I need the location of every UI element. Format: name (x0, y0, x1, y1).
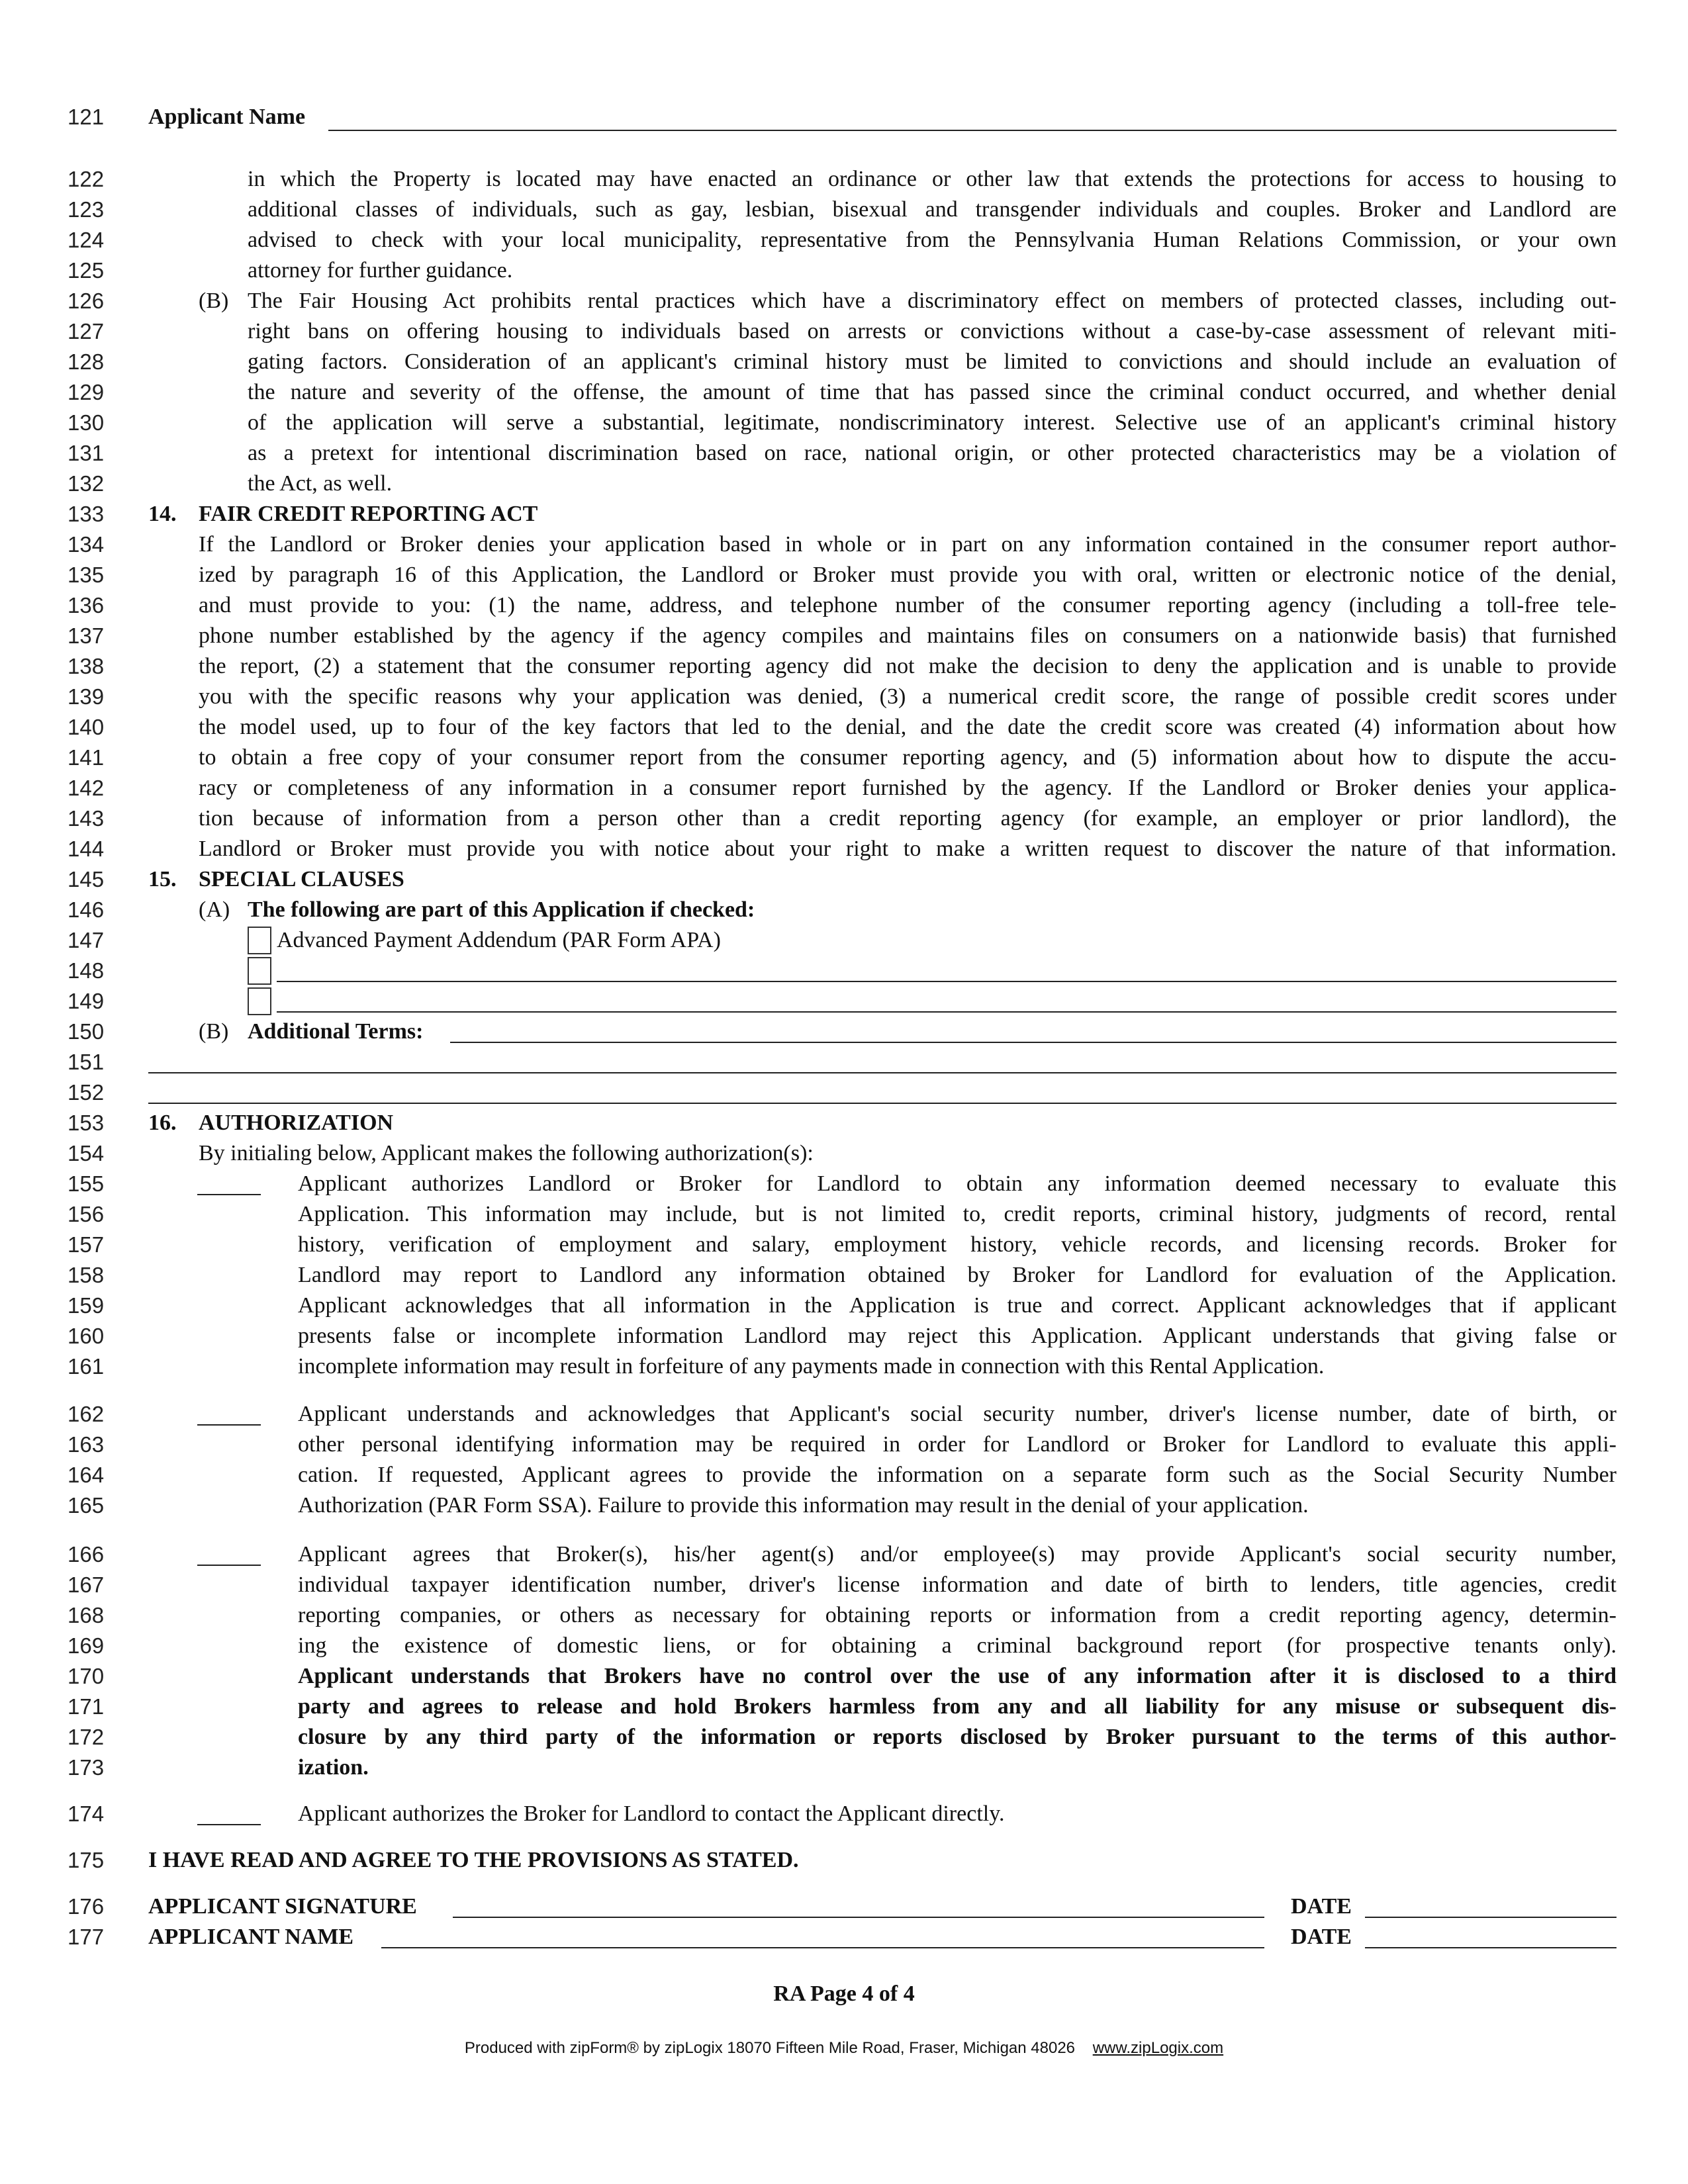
line-number: 168 (68, 1603, 105, 1627)
signature-date-label: DATE (1291, 1894, 1352, 1919)
section14-line: and must provide to you: (1) the name, address, and telephone number of the consumer reporting agency (including a toll-free tele- (199, 593, 1617, 617)
auth-item2-line: cation. If requested, Applicant agrees to provide the information on a separate form such as the Social Security Number (298, 1463, 1617, 1487)
auth-item2-line: other personal identifying information may be required in order for Landlord or Broker for Landlord to evaluate this appli- (298, 1432, 1617, 1457)
checkbox-custom-2-field[interactable] (277, 1011, 1617, 1013)
line-number: 130 (68, 410, 105, 435)
line-number: 127 (68, 319, 105, 343)
checkbox-1-label: Advanced Payment Addendum (PAR Form APA) (277, 928, 721, 952)
auth-item3-line: individual taxpayer identification number, driver's license information and date of birth to lenders, title agencies, credit (298, 1572, 1617, 1597)
section15-b-marker: (B) (199, 1019, 229, 1044)
line-number: 126 (68, 289, 105, 313)
applicant-name-label-2: APPLICANT NAME (148, 1925, 354, 1949)
section16-title: AUTHORIZATION (199, 1111, 394, 1135)
line-number: 145 (68, 867, 105, 891)
line-number: 138 (68, 654, 105, 678)
para13-b-line: as a pretext for intentional discrimination based on race, national origin, or other protected characteristics may be a violation of (248, 441, 1617, 465)
auth-item1-line: Applicant acknowledges that all information in the Application is true and correct. Applicant acknowledges that if applicant (298, 1293, 1617, 1318)
auth-item1-line: history, verification of employment and salary, employment history, vehicle records, and licensing records. Broker for (298, 1232, 1617, 1257)
additional-terms-field[interactable] (450, 1042, 1617, 1043)
applicant-name-field[interactable] (328, 130, 1617, 131)
auth-item4-text: Applicant authorizes the Broker for Landlord to contact the Applicant directly. (298, 1801, 1005, 1826)
initials-field-2[interactable] (197, 1424, 261, 1426)
applicant-name-field-2[interactable] (381, 1947, 1264, 1948)
section14-title: FAIR CREDIT REPORTING ACT (199, 502, 538, 526)
section14-line: the report, (2) a statement that the consumer reporting agency did not make the decision to deny the application and is unable to provide (199, 654, 1617, 678)
section14-line: racy or completeness of any information in a consumer report furnished by the agency. If the Landlord or Broker denies your applica- (199, 776, 1617, 800)
para13-line: additional classes of individuals, such as gay, lesbian, bisexual and transgender individuals and couples. Broker and Landlord are (248, 197, 1617, 222)
line-number: 159 (68, 1293, 105, 1318)
line-number: 177 (68, 1925, 105, 1949)
line-number: 154 (68, 1141, 105, 1165)
auth-item3-bold-line: ization. (298, 1755, 369, 1780)
line-number: 158 (68, 1263, 105, 1287)
auth-item1-line: Landlord may report to Landlord any information obtained by Broker for Landlord for evaluation of the Application. (298, 1263, 1617, 1287)
section14-line: the model used, up to four of the key factors that led to the denial, and the date the credit score was created (4) information about how (199, 715, 1617, 739)
auth-item3-line: reporting companies, or others as necessary for obtaining reports or information from a credit reporting agency, determin- (298, 1603, 1617, 1627)
line-number: 152 (68, 1080, 105, 1105)
para13-b-line: the Act, as well. (248, 471, 393, 496)
line-number: 175 (68, 1848, 105, 1872)
initials-field-3[interactable] (197, 1565, 261, 1566)
line-number: 132 (68, 471, 105, 496)
section16-number: 16. (148, 1111, 177, 1135)
para13-line: attorney for further guidance. (248, 258, 513, 283)
line-number: 137 (68, 623, 105, 648)
line-number: 176 (68, 1894, 105, 1919)
auth-item1-line: presents false or incomplete information Landlord may reject this Application. Applicant understands that giving false or (298, 1324, 1617, 1348)
line-number: 171 (68, 1694, 105, 1719)
section14-line: to obtain a free copy of your consumer report from the consumer reporting agency, and (5) information about how to dispute the accu- (199, 745, 1617, 770)
section14-line: If the Landlord or Broker denies your application based in whole or in part on any information contained in the consumer report author- (199, 532, 1617, 557)
auth-item2-line: Authorization (PAR Form SSA). Failure to provide this information may result in the denial of your application. (298, 1493, 1309, 1518)
line-number: 161 (68, 1354, 105, 1379)
line-number: 146 (68, 897, 105, 922)
additional-terms-field-3[interactable] (148, 1103, 1617, 1104)
line-number: 144 (68, 837, 105, 861)
checkbox-custom-2[interactable] (248, 987, 271, 1015)
line-number: 169 (68, 1633, 105, 1658)
para13-line: advised to check with your local municipality, representative from the Pennsylvania Human Relations Commission, or your own (248, 228, 1617, 252)
line-number: 135 (68, 563, 105, 587)
footer-text: Produced with zipForm® by zipLogix 18070 Fifteen Mile Road, Fraser, Michigan 48026 (464, 2039, 1076, 2057)
para13-b-line: of the application will serve a substantial, legitimate, nondiscriminatory interest. Selective use of an applicant's criminal history (248, 410, 1617, 435)
section15-b-heading: Additional Terms: (248, 1019, 424, 1044)
section15-a-heading: The following are part of this Application if checked: (248, 897, 755, 922)
auth-item3-bold-line: Applicant understands that Brokers have no control over the use of any information after it is disclosed to a third (298, 1664, 1617, 1688)
line-number: 162 (68, 1402, 105, 1426)
para13-b-line: The Fair Housing Act prohibits rental practices which have a discriminatory effect on members of protected classes, including out- (248, 289, 1617, 313)
line-number: 166 (68, 1542, 105, 1567)
line-number: 125 (68, 258, 105, 283)
section16-intro: By initialing below, Applicant makes the following authorization(s): (199, 1141, 814, 1165)
line-number: 150 (68, 1019, 105, 1044)
para13-b-marker: (B) (199, 289, 229, 313)
line-number: 124 (68, 228, 105, 252)
section15-title: SPECIAL CLAUSES (199, 867, 404, 891)
auth-item1-line: Application. This information may include, but is not limited to, credit reports, criminal history, judgments of record, rental (298, 1202, 1617, 1226)
line-number: 164 (68, 1463, 105, 1487)
auth-item1-line: incomplete information may result in forfeiture of any payments made in connection with this Rental Application. (298, 1354, 1325, 1379)
line-number: 148 (68, 958, 105, 983)
para13-b-line: the nature and severity of the offense, the amount of time that has passed since the criminal conduct occurred, and whether denial (248, 380, 1617, 404)
auth-item1-line: Applicant authorizes Landlord or Broker for Landlord to obtain any information deemed necessary to evaluate this (298, 1171, 1617, 1196)
line-number: 142 (68, 776, 105, 800)
line-number: 157 (68, 1232, 105, 1257)
auth-item3-bold-line: closure by any third party of the information or reports disclosed by Broker pursuant to the terms of this author- (298, 1725, 1617, 1749)
line-number: 121 (68, 105, 105, 129)
line-number: 151 (68, 1050, 105, 1074)
checkbox-custom-1[interactable] (248, 957, 271, 985)
signature-date-field[interactable] (1365, 1917, 1617, 1918)
line-number: 131 (68, 441, 105, 465)
line-number: 129 (68, 380, 105, 404)
line-number: 173 (68, 1755, 105, 1780)
initials-field-1[interactable] (197, 1194, 261, 1195)
initials-field-4[interactable] (197, 1824, 261, 1825)
checkbox-advanced-payment-addendum[interactable] (248, 927, 271, 954)
para13-line: in which the Property is located may have enacted an ordinance or other law that extends the protections for access to housing to (248, 167, 1617, 191)
line-number: 140 (68, 715, 105, 739)
applicant-signature-field[interactable] (453, 1917, 1264, 1918)
line-number: 147 (68, 928, 105, 952)
auth-item3-line: Applicant agrees that Broker(s), his/her agent(s) and/or employee(s) may provide Applicant's social security number, (298, 1542, 1617, 1567)
line-number: 134 (68, 532, 105, 557)
section14-line: ized by paragraph 16 of this Application, the Landlord or Broker must provide you with oral, written or electronic notice of the denial, (199, 563, 1617, 587)
section14-line: phone number established by the agency if the agency compiles and maintains files on consumers on a nationwide basis) that furnished (199, 623, 1617, 648)
line-number: 172 (68, 1725, 105, 1749)
auth-item2-line: Applicant understands and acknowledges that Applicant's social security number, driver's license number, date of birth, or (298, 1402, 1617, 1426)
line-number: 155 (68, 1171, 105, 1196)
line-number: 156 (68, 1202, 105, 1226)
line-number: 139 (68, 684, 105, 709)
section14-line: you with the specific reasons why your application was denied, (3) a numerical credit score, the range of possible credit scores under (199, 684, 1617, 709)
line-number: 170 (68, 1664, 105, 1688)
section14-number: 14. (148, 502, 177, 526)
section15-number: 15. (148, 867, 177, 891)
additional-terms-field-2[interactable] (148, 1072, 1617, 1073)
line-number: 136 (68, 593, 105, 617)
para13-b-line: right bans on offering housing to individuals based on arrests or convictions without a case-by-case assessment of relevant miti- (248, 319, 1617, 343)
name-date-label: DATE (1291, 1925, 1352, 1949)
line-number: 174 (68, 1801, 105, 1826)
line-number: 122 (68, 167, 105, 191)
applicant-signature-label: APPLICANT SIGNATURE (148, 1894, 417, 1919)
checkbox-custom-1-field[interactable] (277, 981, 1617, 982)
name-date-field[interactable] (1365, 1947, 1617, 1948)
line-number: 128 (68, 349, 105, 374)
footer (0, 2038, 1688, 2058)
page-label: RA Page 4 of 4 (773, 1981, 915, 2006)
para13-b-line: gating factors. Consideration of an applicant's criminal history must be limited to convictions and should include an evaluation of (248, 349, 1617, 374)
footer-link[interactable]: www.zipLogix.com (1092, 2039, 1224, 2057)
section14-line: Landlord or Broker must provide you with notice about your right to make a written request to discover the nature of that information. (199, 837, 1617, 861)
line-number: 160 (68, 1324, 105, 1348)
line-number: 165 (68, 1493, 105, 1518)
line-number: 153 (68, 1111, 105, 1135)
line-number: 143 (68, 806, 105, 831)
applicant-name-label: Applicant Name (148, 105, 306, 129)
line-number: 149 (68, 989, 105, 1013)
agreement-statement: I HAVE READ AND AGREE TO THE PROVISIONS AS STATED. (148, 1848, 799, 1872)
line-number: 167 (68, 1572, 105, 1597)
line-number: 123 (68, 197, 105, 222)
line-number: 163 (68, 1432, 105, 1457)
section15-a-marker: (A) (199, 897, 230, 922)
line-number: 141 (68, 745, 105, 770)
auth-item3-bold-line: party and agrees to release and hold Brokers harmless from any and all liability for any misuse or subsequent dis- (298, 1694, 1617, 1719)
line-number: 133 (68, 502, 105, 526)
auth-item3-line: ing the existence of domestic liens, or for obtaining a criminal background report (for prospective tenants only). (298, 1633, 1617, 1658)
section14-line: tion because of information from a person other than a credit reporting agency (for example, an employer or prior landlord), the (199, 806, 1617, 831)
